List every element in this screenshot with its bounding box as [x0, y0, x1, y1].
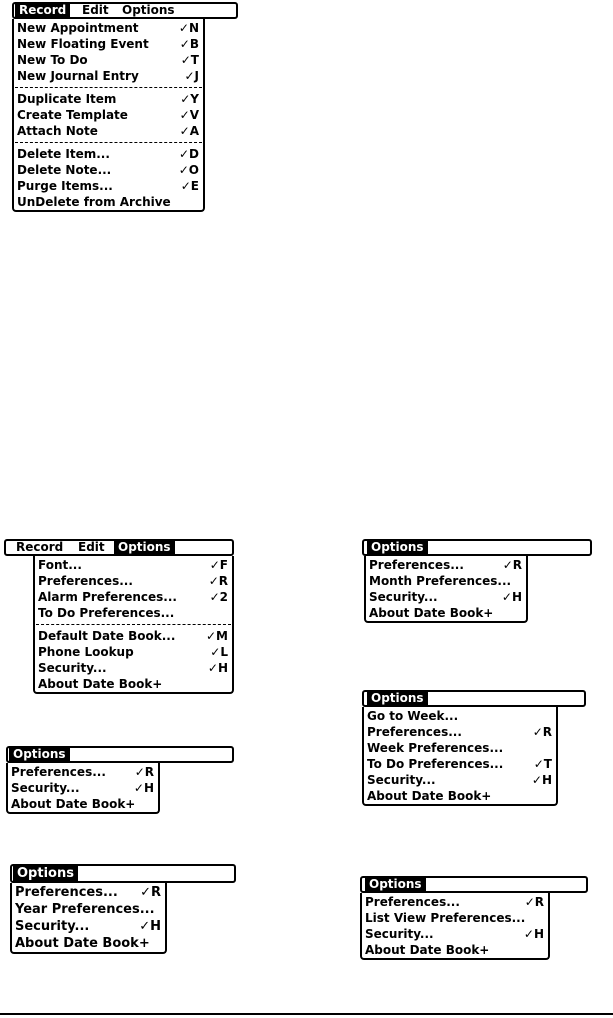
menu-item-security[interactable]: Security... ✓H [38, 661, 228, 675]
menu-item-font[interactable]: Font... ✓F [38, 558, 228, 572]
menu-item-todo-preferences[interactable]: To Do Preferences... ✓T [367, 757, 552, 771]
menu-item-about[interactable]: About Date Book+ [15, 936, 150, 951]
menu-item-new-appointment[interactable]: New Appointment ✓N [17, 21, 199, 35]
menu-item-security[interactable]: Security... ✓H [11, 781, 154, 795]
menu-item-list-view-preferences[interactable]: List View Preferences... [365, 911, 526, 925]
menu-title-record[interactable]: Record [15, 4, 70, 17]
menubar-options-day [6, 746, 234, 763]
menu-item-attach-note[interactable]: Attach Note ✓A [17, 124, 199, 138]
menu-item-month-preferences[interactable]: Month Preferences... [369, 574, 512, 588]
menu-title-options[interactable]: Options [114, 541, 175, 554]
menu-item-preferences[interactable]: Preferences... ✓R [369, 558, 522, 572]
menu-item-delete-note[interactable]: Delete Note... ✓O [17, 163, 199, 177]
menu-separator [15, 142, 202, 143]
menu-item-todo-preferences[interactable]: To Do Preferences... [38, 606, 175, 620]
menu-item-week-preferences[interactable]: Week Preferences... [367, 741, 504, 755]
menu-separator [15, 87, 202, 88]
menu-title-options[interactable]: Options [367, 692, 428, 705]
menu-title-options[interactable]: Options [365, 878, 426, 891]
menu-item-security[interactable]: Security... ✓H [365, 927, 544, 941]
menubar-options-list [360, 876, 588, 893]
page-bottom-rule [0, 1013, 613, 1015]
menu-item-preferences[interactable]: Preferences... ✓R [365, 895, 544, 909]
options-day-dropdown [6, 763, 160, 814]
menu-title-record[interactable]: Record [16, 540, 64, 554]
menu-item-about[interactable]: About Date Book+ [367, 789, 492, 803]
menu-item-new-floating-event[interactable]: New Floating Event ✓B [17, 37, 199, 51]
options-year-dropdown [10, 883, 167, 954]
menu-title-options[interactable]: Options [9, 748, 70, 761]
menu-title-edit[interactable]: Edit [82, 3, 109, 17]
menubar-options-month [362, 539, 592, 556]
menu-item-undelete-archive[interactable]: UnDelete from Archive [17, 195, 171, 209]
menu-item-about[interactable]: About Date Book+ [38, 677, 163, 691]
menubar-options-week [362, 690, 586, 707]
menu-item-preferences[interactable]: Preferences... ✓R [15, 885, 161, 900]
options-week-dropdown [362, 707, 558, 806]
menu-item-security[interactable]: Security... ✓H [367, 773, 552, 787]
menu-item-go-to-week[interactable]: Go to Week... [367, 709, 459, 723]
menu-item-purge-items[interactable]: Purge Items... ✓E [17, 179, 199, 193]
menu-item-new-to-do[interactable]: New To Do ✓T [17, 53, 199, 67]
menubar-options-full [4, 539, 234, 556]
menubar-record [12, 2, 238, 19]
menu-title-edit[interactable]: Edit [78, 540, 105, 554]
menu-item-preferences[interactable]: Preferences... ✓R [11, 765, 154, 779]
menu-item-default-date-book[interactable]: Default Date Book... ✓M [38, 629, 228, 643]
menu-item-create-template[interactable]: Create Template ✓V [17, 108, 199, 122]
menu-title-options[interactable]: Options [367, 541, 428, 554]
menu-item-security[interactable]: Security... ✓H [15, 919, 161, 934]
menu-item-security[interactable]: Security... ✓H [369, 590, 522, 604]
menu-item-preferences[interactable]: Preferences... ✓R [38, 574, 228, 588]
menu-item-new-journal-entry[interactable]: New Journal Entry ✓J [17, 69, 199, 83]
menu-item-about[interactable]: About Date Book+ [369, 606, 494, 620]
menu-item-year-preferences[interactable]: Year Preferences... [15, 902, 155, 917]
record-menu-dropdown [12, 19, 205, 212]
menu-title-options[interactable]: Options [122, 3, 175, 17]
menubar-options-year [10, 864, 236, 883]
menu-item-phone-lookup[interactable]: Phone Lookup ✓L [38, 645, 228, 659]
menu-item-about[interactable]: About Date Book+ [365, 943, 490, 957]
menu-separator [36, 624, 231, 625]
menu-item-duplicate-item[interactable]: Duplicate Item ✓Y [17, 92, 199, 106]
menu-title-options[interactable]: Options [13, 866, 78, 881]
menu-item-alarm-preferences[interactable]: Alarm Preferences... ✓2 [38, 590, 228, 604]
options-menu-dropdown [33, 556, 234, 694]
menu-item-preferences[interactable]: Preferences... ✓R [367, 725, 552, 739]
options-list-dropdown [360, 893, 550, 960]
options-month-dropdown [364, 556, 528, 623]
menu-item-about[interactable]: About Date Book+ [11, 797, 136, 811]
menu-item-delete-item[interactable]: Delete Item... ✓D [17, 147, 199, 161]
